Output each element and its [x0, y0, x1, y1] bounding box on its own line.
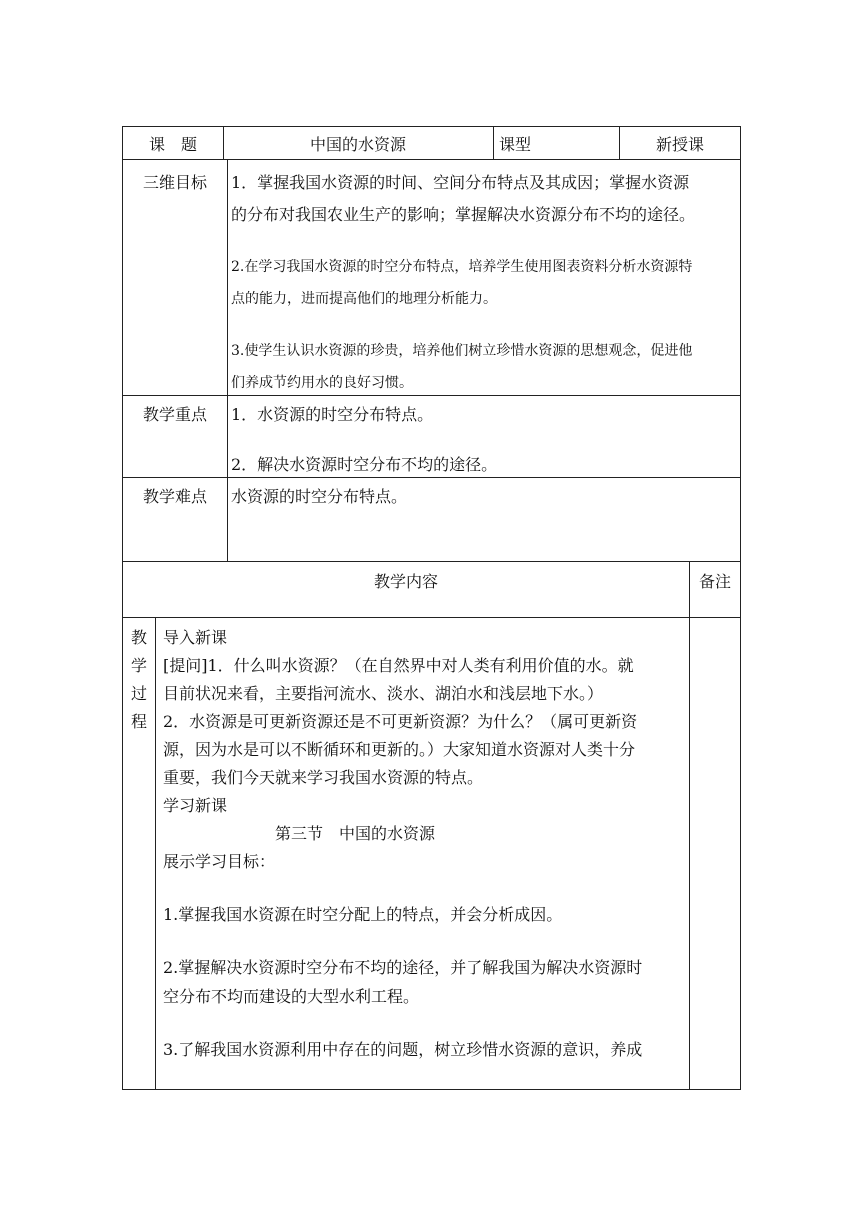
learning-goal-1: 1.掌握我国水资源在时空分配上的特点，并会分析成因。 [163, 905, 563, 924]
goal-1-line-1: 1．掌握我国水资源的时间、空间分布特点及其成因；掌握水资源 [231, 173, 690, 192]
process-line: 2．水资源是可更新资源还是不可更新资源？为什么？（属可更新资 [163, 712, 638, 731]
process-line: [提问]1．什么叫水资源？（在自然界中对人类有利用价值的水。就 [163, 656, 634, 675]
notes-header: 备注 [698, 572, 731, 591]
label-lesson-type: 课型 [499, 135, 532, 154]
lesson-type: 新授课 [655, 135, 704, 154]
label-topic: 课 题 [148, 135, 197, 154]
goal-3-line-1: 3.使学生认识水资源的珍贵，培养他们树立珍惜水资源的思想观念，促进他 [231, 343, 693, 359]
key-point-1: 1．水资源的时空分布特点。 [231, 405, 434, 424]
label-difficult-points: 教学难点 [142, 487, 207, 506]
col-divider [227, 159, 228, 561]
learning-goal-3-line-1: 3.了解我国水资源利用中存在的问题，树立珍惜水资源的意识，养成 [163, 1040, 643, 1059]
process-label-char: 程 [130, 712, 147, 731]
process-line: 目前状况来看，主要指河流水、淡水、湖泊水和浅层地下水。） [163, 684, 604, 703]
label-goals: 三维目标 [142, 173, 207, 192]
row-divider [123, 561, 740, 562]
process-line: 展示学习目标： [163, 852, 276, 871]
row-divider [123, 395, 740, 396]
process-line: 导入新课 [163, 628, 228, 647]
process-label-char: 过 [130, 684, 147, 703]
difficult-point: 水资源的时空分布特点。 [231, 487, 408, 506]
goal-2-line-1: 2.在学习我国水资源的时空分布特点，培养学生使用图表资料分析水资源特 [231, 259, 693, 275]
process-line: 学习新课 [163, 796, 228, 815]
process-line: 源，因为水是可以不断循环和更新的。）大家知道水资源对人类十分 [163, 740, 636, 759]
learning-goal-2-line-2: 空分布不均而建设的大型水利工程。 [163, 987, 420, 1006]
process-line: 重要，我们今天就来学习我国水资源的特点。 [163, 768, 484, 787]
goal-1-line-2: 的分布对我国农业生产的影响；掌握解决水资源分布不均的途径。 [231, 205, 696, 224]
col-divider [689, 561, 690, 1089]
goal-2-line-2: 点的能力，进而提高他们的地理分析能力。 [231, 291, 497, 307]
process-label-char: 学 [130, 656, 147, 675]
col-divider [155, 617, 156, 1089]
learning-goal-2-line-1: 2.掌握解决水资源时空分布不均的途径，并了解我国为解决水资源时 [163, 958, 643, 977]
row-divider [123, 477, 740, 478]
col-divider [493, 127, 494, 159]
row-divider [123, 617, 740, 618]
goal-3-line-2: 们养成节约用水的良好习惯。 [231, 375, 413, 391]
lesson-topic: 中国的水资源 [309, 135, 406, 154]
section-title: 第三节 中国的水资源 [275, 824, 436, 843]
lesson-plan-table [122, 126, 741, 1090]
key-point-2: 2．解决水资源时空分布不均的途径。 [231, 455, 498, 474]
process-label-char: 教 [130, 628, 147, 647]
row-divider [123, 159, 740, 160]
label-key-points: 教学重点 [142, 405, 207, 424]
content-header: 教学内容 [373, 572, 438, 591]
